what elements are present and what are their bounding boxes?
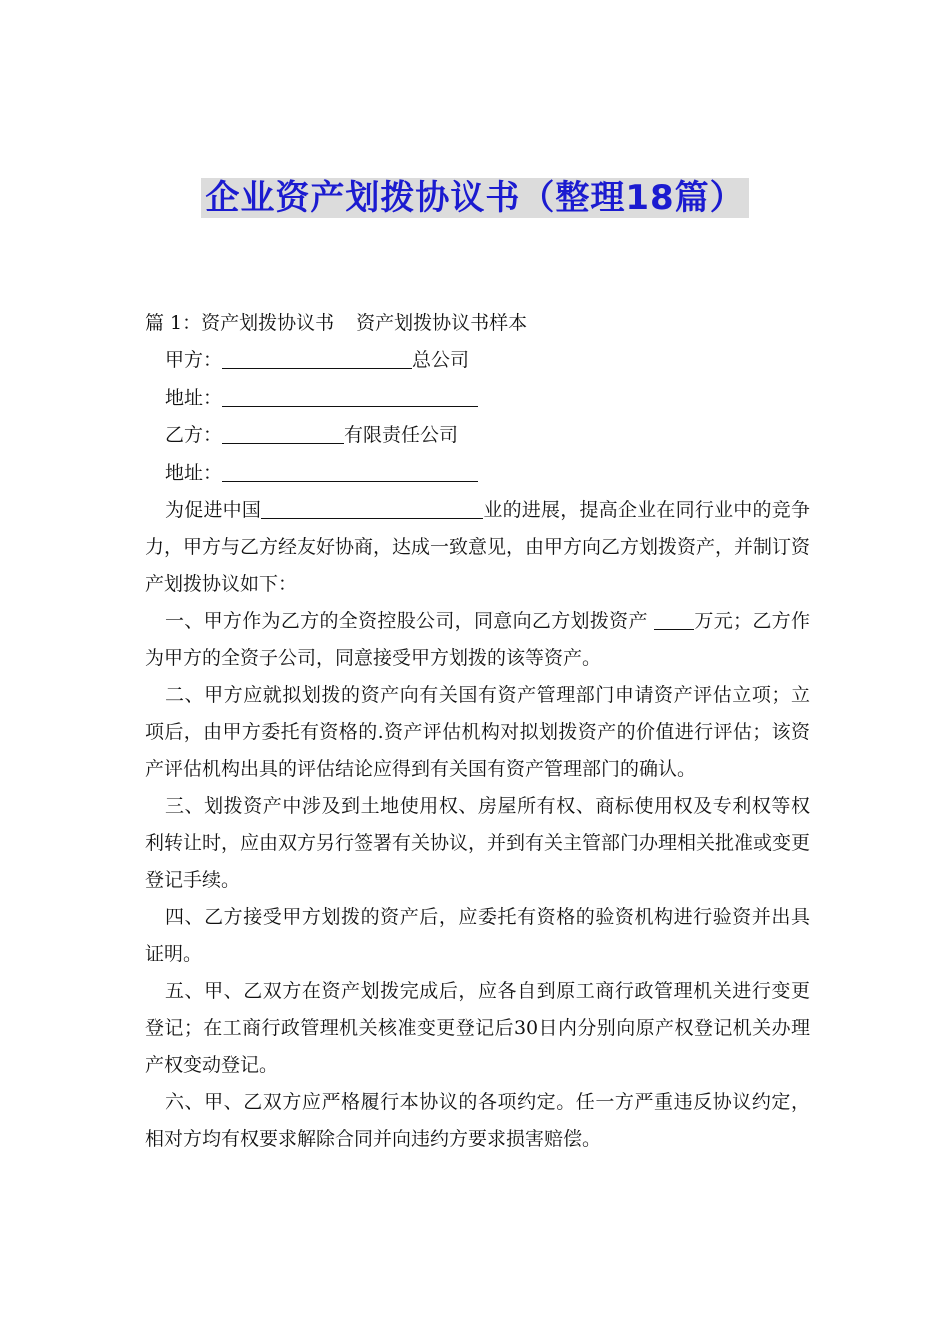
party-a-suffix: 总公司 xyxy=(412,349,470,371)
address-b-label: 地址： xyxy=(165,461,223,484)
party-a-label: 甲方： xyxy=(165,349,223,371)
part-label: 篇 1：资产划拨协议书 xyxy=(145,312,335,334)
address-a-label: 地址： xyxy=(165,386,223,409)
clause-5: 五、甲、乙双方在资产划拨完成后，应各自到原工商行政管理机关进行变更登记；在工商行政管理机关核准变更登记后30日内分别向原产权登记机关办理产权变动登记。 xyxy=(145,980,810,1076)
document-title: 企业资产划拨协议书（整理18篇） xyxy=(201,178,748,218)
industry-blank xyxy=(261,498,483,519)
document-body xyxy=(145,305,810,1158)
intro-after: 业的进展，提高企业在同行业中的竞争力，甲方与乙方经友好协商，达成一致意见，由甲方向乙方划拨资产，并制订资产划拨协议如下： xyxy=(145,499,811,595)
address-b-line xyxy=(145,455,810,493)
address-a-line xyxy=(145,380,810,418)
party-b-label: 乙方： xyxy=(165,424,223,446)
clause-1-before: 一、甲方作为乙方的全资控股公司，同意向乙方划拨资产 xyxy=(165,610,648,632)
part-heading xyxy=(145,305,810,342)
clause-3: 三、划拨资产中涉及到土地使用权、房屋所有权、商标使用权及专利权等权利转让时，应由双方另行签署有关协议，并到有关主管部门办理相关批准或变更登记手续。 xyxy=(145,795,811,891)
party-b-suffix: 有限责任公司 xyxy=(344,424,459,446)
amount-blank xyxy=(654,609,694,630)
party-a-blank xyxy=(222,348,412,369)
clause-1-after: 万元；乙方作为甲方的全资子公司，同意接受甲方划拨的该等资产。 xyxy=(145,610,810,669)
party-b-blank xyxy=(222,423,344,444)
address-b-blank xyxy=(222,461,478,482)
intro-before: 为促进中国 xyxy=(165,499,262,521)
clause-6: 六、甲、乙双方应严格履行本协议的各项约定。任一方严重违反协议约定，相对方均有权要求解除合同并向违约方要求损害赔偿。 xyxy=(145,1091,810,1150)
clause-1 xyxy=(145,603,810,677)
intro-paragraph xyxy=(145,492,810,603)
title-container xyxy=(0,178,950,218)
clause-2: 二、甲方应就拟划拨的资产向有关国有资产管理部门申请资产评估立项；立项后，由甲方委托有资格的.资产评估机构对拟划拨资产的价值进行评估；该资产评估机构出具的评估结论应得到有关国有资产管理部门的确认。 xyxy=(145,684,810,780)
party-a-line xyxy=(145,342,810,380)
address-a-blank xyxy=(222,386,478,407)
clause-4: 四、乙方接受甲方划拨的资产后，应委托有资格的验资机构进行验资并出具证明。 xyxy=(145,906,810,965)
part-subtitle: 资产划拨协议书样本 xyxy=(356,312,528,334)
party-b-line xyxy=(145,417,810,455)
